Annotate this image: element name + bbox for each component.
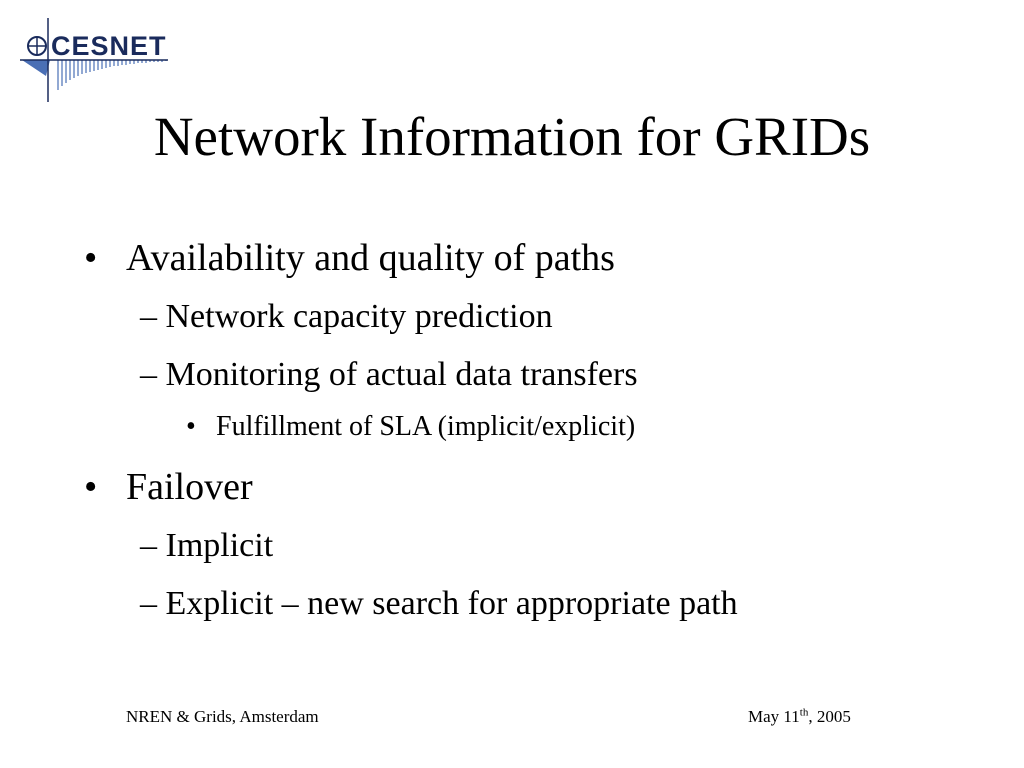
footer-date-ordinal: th	[799, 706, 809, 719]
sub-bullet-text: Explicit – new search for appropriate path	[165, 585, 738, 622]
bullet-mark: •	[186, 411, 196, 442]
footer-date-main: May 11	[748, 707, 800, 726]
dash-mark: –	[140, 356, 166, 393]
sub-bullet-monitoring	[140, 355, 638, 395]
sub-bullet-explicit	[140, 584, 738, 624]
dash-mark: –	[140, 527, 166, 564]
bullet-mark: •	[84, 237, 98, 279]
bullet-text: Availability and quality of paths	[126, 237, 615, 279]
footer-event: NREN & Grids, Amsterdam	[126, 707, 319, 726]
svg-text:CESNET: CESNET	[51, 31, 167, 61]
bullet-failover	[84, 465, 253, 509]
sub-sub-bullet-sla	[186, 411, 635, 443]
bullet-text: Failover	[126, 466, 253, 508]
bullet-availability	[84, 236, 615, 280]
dash-mark: –	[140, 298, 166, 335]
bullet-mark: •	[84, 466, 98, 508]
footer-date	[748, 706, 851, 728]
sub-bullet-capacity	[140, 297, 553, 337]
sub-bullet-text: Monitoring of actual data transfers	[165, 356, 638, 393]
dash-mark: –	[140, 585, 166, 622]
slide-title: Network Information for GRIDs	[153, 106, 871, 167]
footer-date-year: , 2005	[808, 707, 851, 726]
sub-sub-bullet-text: Fulfillment of SLA (implicit/explicit)	[216, 411, 636, 442]
sub-bullet-text: Network capacity prediction	[165, 298, 553, 335]
sub-bullet-text: Implicit	[165, 527, 274, 564]
sub-bullet-implicit	[140, 526, 273, 566]
